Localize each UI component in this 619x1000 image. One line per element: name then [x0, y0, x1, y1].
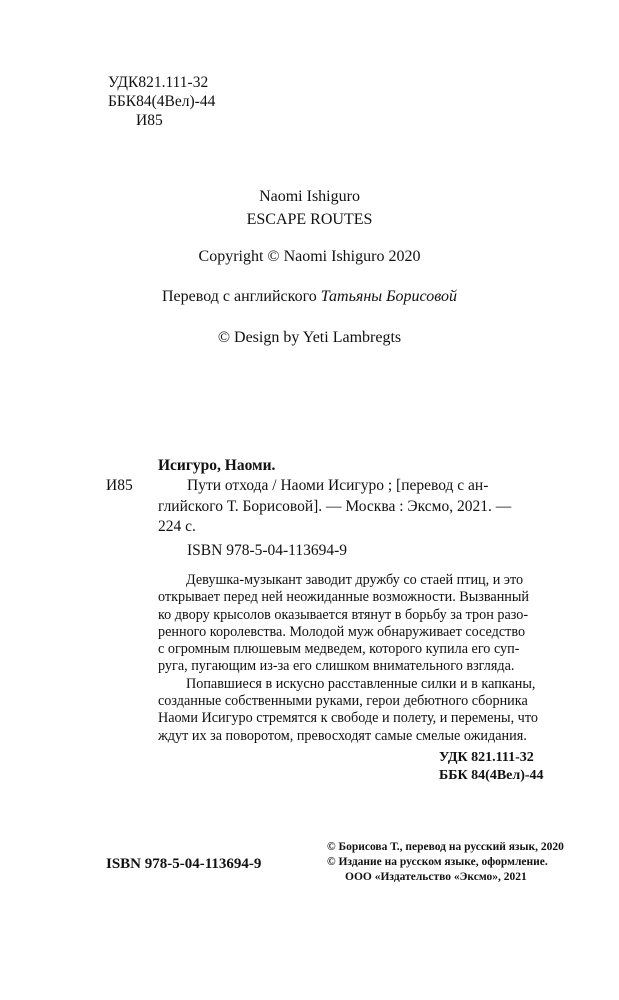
- translation-line: [0, 288, 619, 306]
- annotation-line: созданные собственными руками, герои дебютного сборника: [158, 693, 528, 710]
- catalog-code: И85: [106, 477, 133, 494]
- annotation-line: открывает перед ней неожиданные возможности. Вызванный: [158, 589, 530, 606]
- translation-prefix: Перевод с английского: [162, 288, 321, 305]
- annotation-line: Попавшиеся в искусно расставленные силки и в капканы,: [186, 675, 536, 692]
- catalog-heading: Исигуро, Наоми.: [158, 457, 276, 474]
- design-credit: © Design by Yeti Lambregts: [217, 329, 402, 346]
- bbk-code: ББК84(4Вел)-44: [108, 93, 216, 110]
- annotation-line: Наоми Исигуро стремятся к свободе и полету, и перемены, что: [158, 710, 538, 727]
- annotation-line: ко двору крысолов оказывается втянут в борьбу за трон разо-: [158, 606, 529, 623]
- footer-isbn: ISBN 978-5-04-113694-9: [106, 856, 262, 872]
- annotation: [158, 572, 538, 745]
- udk-code: УДК821.111-32: [108, 74, 209, 91]
- translator-name: Татьяны Борисовой: [320, 288, 457, 305]
- copyright-line: Copyright © Naomi Ishiguro 2020: [198, 248, 421, 265]
- catalog-line: 224 с.: [158, 518, 196, 535]
- annotation-line: Девушка-музыкант заводит дружбу со стаей птиц, и это: [186, 572, 524, 588]
- footer-copyright: © Борисова Т., перевод на русский язык, 2020: [327, 841, 564, 853]
- catalog-line: глийского Т. Борисовой]. — Москва : Эксмо, 2021. —: [158, 498, 512, 515]
- footer-copyright: ООО «Издательство «Эксмо», 2021: [345, 871, 527, 883]
- author-code: И85: [136, 112, 163, 129]
- annotation-line: руга, пугающим из-за его слишком внимательного взгляда.: [158, 658, 515, 675]
- annotation-line: ренного королевства. Молодой муж обнаруживает соседство: [158, 623, 526, 640]
- annotation-bbk: ББК 84(4Вел)-44: [439, 768, 544, 783]
- author-name: Naomi Ishiguro: [259, 188, 360, 205]
- annotation-udk: УДК 821.111-32: [439, 750, 534, 765]
- annotation-line: с огромным плюшевым медведем, которого купила его суп-: [158, 641, 520, 658]
- catalog-line: Пути отхода / Наоми Исигуро ; [перевод с ан-: [187, 477, 489, 494]
- book-title: ESCAPE ROUTES: [246, 211, 373, 228]
- catalog-isbn: ISBN 978-5-04-113694-9: [187, 542, 348, 559]
- annotation-line: ждут их за поворотом, превосходят самые смелые ожидания.: [158, 727, 527, 744]
- footer-copyright: © Издание на русском языке, оформление.: [327, 856, 548, 868]
